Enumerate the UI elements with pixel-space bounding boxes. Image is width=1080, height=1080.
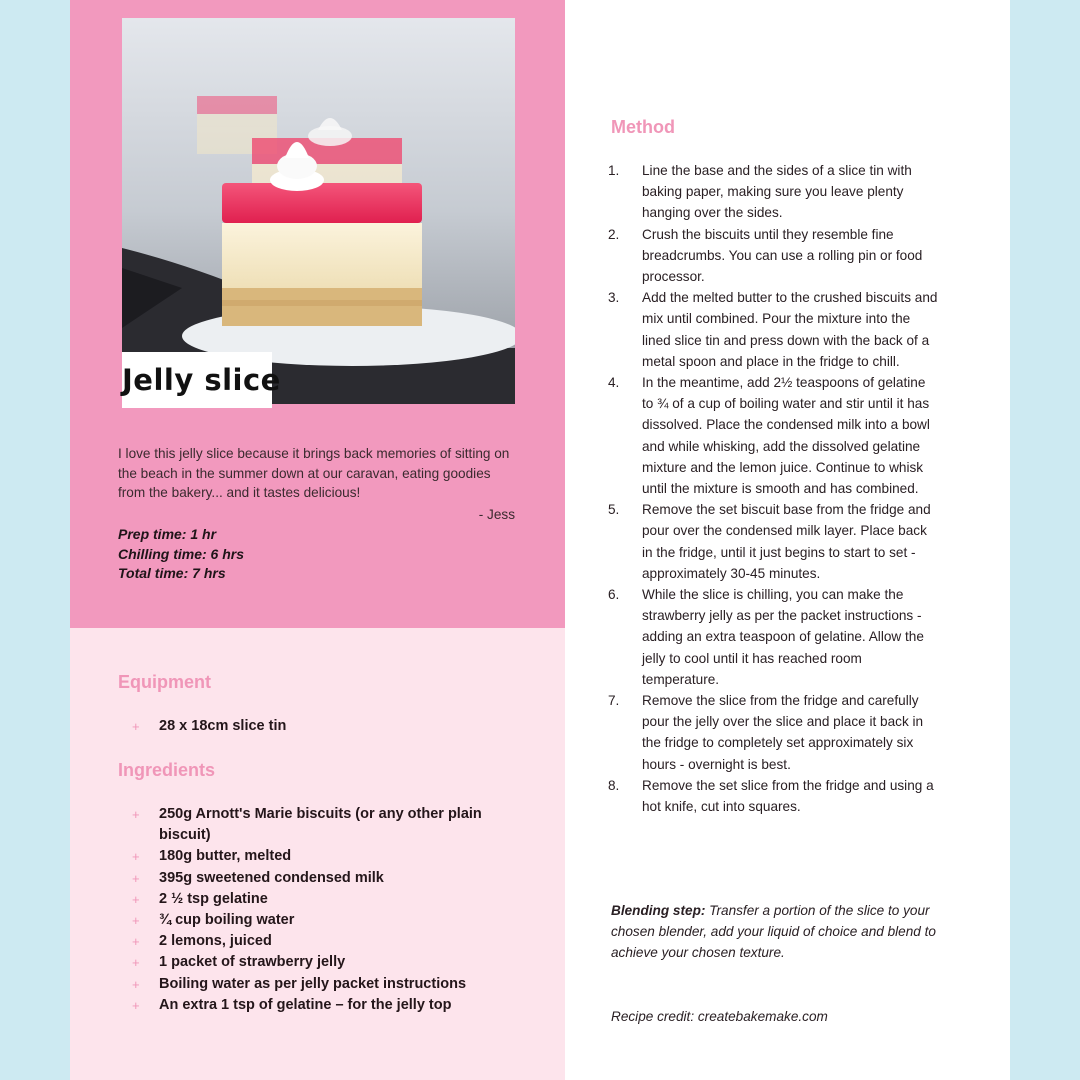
recipe-card <box>70 0 1010 1080</box>
list-item: + ¾ cup boiling water <box>132 910 492 931</box>
list-item: + 395g sweetened condensed milk <box>132 868 492 889</box>
method-heading: Method <box>611 117 675 137</box>
recipe-title: Jelly slice <box>122 363 281 397</box>
method-step: 8. Remove the set slice from the fridge and using a hot knife, cut into squares. <box>608 777 934 815</box>
method-step: 6. While the slice is chilling, you can make the strawberry jelly as per the packet instructions - adding an extra teaspoon of gelatine. Allow the jelly to cool until it has reached room temperature. <box>608 587 924 687</box>
plus-icon: + <box>132 976 140 992</box>
plus-icon: + <box>132 719 140 734</box>
ingredients-list <box>132 804 492 1016</box>
plus-icon: + <box>132 955 140 971</box>
list-item: + 28 x 18cm slice tin <box>132 716 492 737</box>
method-panel <box>565 0 1010 1080</box>
method-step: 4. In the meantime, add 2½ teaspoons of gelatine to ¾ of a cup of boiling water and stir until it has dissolved. Place the condensed milk into a bowl and while whisking, add the dissolved gelatine mixture and the lemon juice. Continue to whisk until the mixture is smooth and has combined. <box>608 375 930 497</box>
list-item: + 180g butter, melted <box>132 846 492 867</box>
method-steps <box>608 160 938 817</box>
list-item: + 250g Arnott's Marie biscuits (or any other plain biscuit) <box>132 806 482 844</box>
equipment-heading: Equipment <box>118 672 211 692</box>
list-item: + 1 packet of strawberry jelly <box>132 952 492 973</box>
recipe-intro: I love this jelly slice because it brings back memories of sitting on the beach in the summer down at our caravan, eating goodies from the bakery... and it tastes delicious! <box>118 446 510 500</box>
method-step: 2. Crush the biscuits until they resemble fine breadcrumbs. You can use a rolling pin or food processor. <box>608 226 923 285</box>
jelly-slice-photo <box>122 18 515 404</box>
prep-time: Prep time: 1 hr <box>118 526 217 542</box>
ingredients-heading: Ingredients <box>118 760 216 780</box>
plus-icon: + <box>132 997 140 1013</box>
list-item: + 2 lemons, juiced <box>132 931 492 952</box>
ingredients-panel <box>70 628 565 1080</box>
plus-icon: + <box>132 891 140 907</box>
blending-step <box>611 900 951 964</box>
title-box <box>122 352 281 408</box>
plus-icon: + <box>132 913 140 929</box>
list-item: + An extra 1 tsp of gelatine – for the jelly top <box>132 995 492 1016</box>
method-step: 3. Add the melted butter to the crushed biscuits and mix until combined. Pour the mixture into the lined slice tin and press down with the back of a metal spoon and place in the fridge to chill. <box>608 290 938 369</box>
recipe-times <box>118 525 244 584</box>
total-time: Total time: 7 hrs <box>118 565 226 581</box>
blending-label: Blending step: <box>611 903 706 918</box>
list-item: + Boiling water as per jelly packet instructions <box>132 974 492 995</box>
recipe-author: - Jess <box>478 507 515 522</box>
jelly-slice-illustration <box>122 18 515 404</box>
recipe-credit: Recipe credit: createbakemake.com <box>611 1009 828 1024</box>
method-step: 7. Remove the slice from the fridge and carefully pour the jelly over the slice and place it back in the fridge to completely set approximately six hours - overnight is best. <box>608 693 924 772</box>
method-step: 1. Line the base and the sides of a slice tin with baking paper, making sure you leave plenty hanging over the sides. <box>608 163 912 221</box>
left-column <box>70 0 565 1080</box>
plus-icon: + <box>132 870 140 886</box>
method-step: 5. Remove the set biscuit base from the fridge and pour over the condensed milk layer. Place back in the fridge, until it just begins to start to set - approximately 30-45 minutes. <box>608 502 931 581</box>
blending-text: Transfer a portion of the slice to your chosen blender, add your liquid of choice and blend to achieve your chosen texture. <box>611 903 936 961</box>
intro-panel <box>70 0 565 628</box>
list-item: + 2 ½ tsp gelatine <box>132 889 492 910</box>
plus-icon: + <box>132 934 140 950</box>
chilling-time: Chilling time: 6 hrs <box>118 545 245 562</box>
equipment-list <box>132 716 492 737</box>
plus-icon: + <box>132 849 140 865</box>
plus-icon: + <box>132 807 140 822</box>
